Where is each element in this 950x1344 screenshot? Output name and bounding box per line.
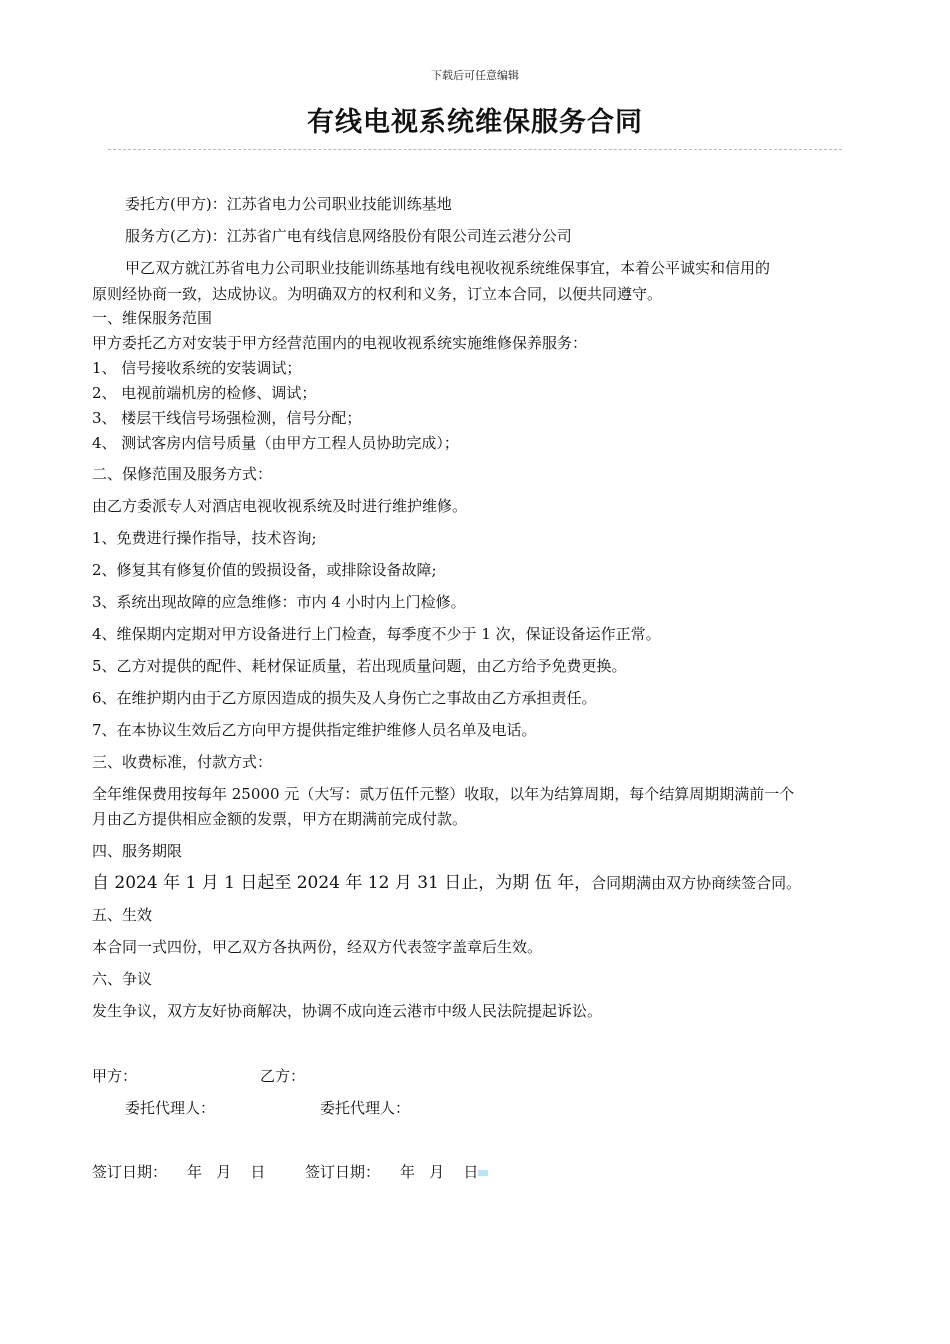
section-1-lead: 甲方委托乙方对安装于甲方经营范围内的电视收视系统实施维修保养服务：: [92, 334, 588, 352]
section-3-line-2: 月由乙方提供相应金额的发票，甲方在期满前完成付款。: [92, 810, 468, 828]
section-2-item: 6、在维护期内由于乙方原因造成的损失及人身伤亡之事故由乙方承担责任。: [92, 689, 597, 707]
sign-party-b-label: 乙方：: [260, 1067, 306, 1085]
sign-party-a-label: 甲方：: [92, 1067, 138, 1085]
section-2-item: 4、维保期内定期对甲方设备进行上门检查，每季度不少于 1 次，保证设备运作正常。: [92, 625, 661, 643]
sign-date-a-label: 签订日期：: [92, 1163, 168, 1181]
text-cursor-marker: [478, 1170, 488, 1176]
section-2-item: 1、免费进行操作指导，技术咨询;: [92, 529, 317, 547]
contract-title: 有线电视系统维保服务合同: [307, 107, 643, 138]
title-divider: [108, 149, 842, 150]
section-3-line-1: 全年维保费用按每年 25000 元（大写：贰万伍仟元整）收取，以年为结算周期，每个结算周期期满前一个: [92, 785, 795, 803]
section-1-item: 4、 测试客房内信号质量（由甲方工程人员协助完成）；: [92, 434, 459, 452]
section-1-heading: 一、维保服务范围: [92, 309, 213, 327]
intro-line-1: 甲乙双方就江苏省电力公司职业技能训练基地有线电视收视系统维保事宜，本着公平诚实和信用的: [125, 259, 771, 277]
section-2-item: 3、系统出现故障的应急维修：市内 4 小时内上门检修。: [92, 593, 466, 611]
sign-date-b-label: 签订日期：: [305, 1163, 381, 1181]
section-2-item: 7、在本协议生效后乙方向甲方提供指定维护维修人员名单及电话。: [92, 721, 537, 739]
service-term-line: [92, 870, 801, 896]
sign-date-b-fields: 年 月 日: [400, 1163, 479, 1181]
section-1-item: 2、 电视前端机房的检修、调试；: [92, 384, 317, 402]
service-term-main: 自 2024 年 1 月 1 日起至 2024 年 12 月 31 日止，为期 伍 年，: [92, 873, 592, 893]
section-2-heading: 二、保修范围及服务方式：: [92, 465, 273, 483]
section-3-heading: 三、收费标准，付款方式：: [92, 753, 273, 771]
party-a-line: 委托方(甲方)：江苏省电力公司职业技能训练基地: [125, 195, 452, 213]
sign-date-a-fields: 年 月 日: [187, 1163, 266, 1181]
section-1-item: 1、 信号接收系统的安装调试；: [92, 359, 302, 377]
section-6-heading: 六、争议: [92, 970, 153, 988]
section-2-item: 5、乙方对提供的配件、耗材保证质量，若出现质量问题，由乙方给予免费更换。: [92, 657, 627, 675]
sign-agent-a-label: 委托代理人：: [125, 1099, 216, 1117]
section-4-heading: 四、服务期限: [92, 842, 183, 860]
section-2-lead: 由乙方委派专人对酒店电视收视系统及时进行维护维修。: [92, 497, 468, 515]
header-note: 下载后可任意编辑: [431, 69, 519, 82]
sign-agent-b-label: 委托代理人：: [320, 1099, 411, 1117]
section-5-heading: 五、生效: [92, 906, 153, 924]
section-2-item: 2、修复其有修复价值的毁损设备，或排除设备故障;: [92, 561, 437, 579]
section-1-item: 3、 楼层干线信号场强检测，信号分配；: [92, 409, 362, 427]
service-term-tail: 合同期满由双方协商续签合同。: [591, 874, 802, 892]
party-b-line: 服务方(乙方)：江苏省广电有线信息网络股份有限公司连云港分公司: [125, 227, 572, 245]
intro-line-2: 原则经协商一致，达成协议。为明确双方的权利和义务，订立本合同，以便共同遵守。: [92, 285, 663, 303]
section-5-body: 本合同一式四份，甲乙双方各执两份，经双方代表签字盖章后生效。: [92, 938, 543, 956]
section-6-body: 发生争议，双方友好协商解决，协调不成向连云港市中级人民法院提起诉讼。: [92, 1002, 603, 1020]
